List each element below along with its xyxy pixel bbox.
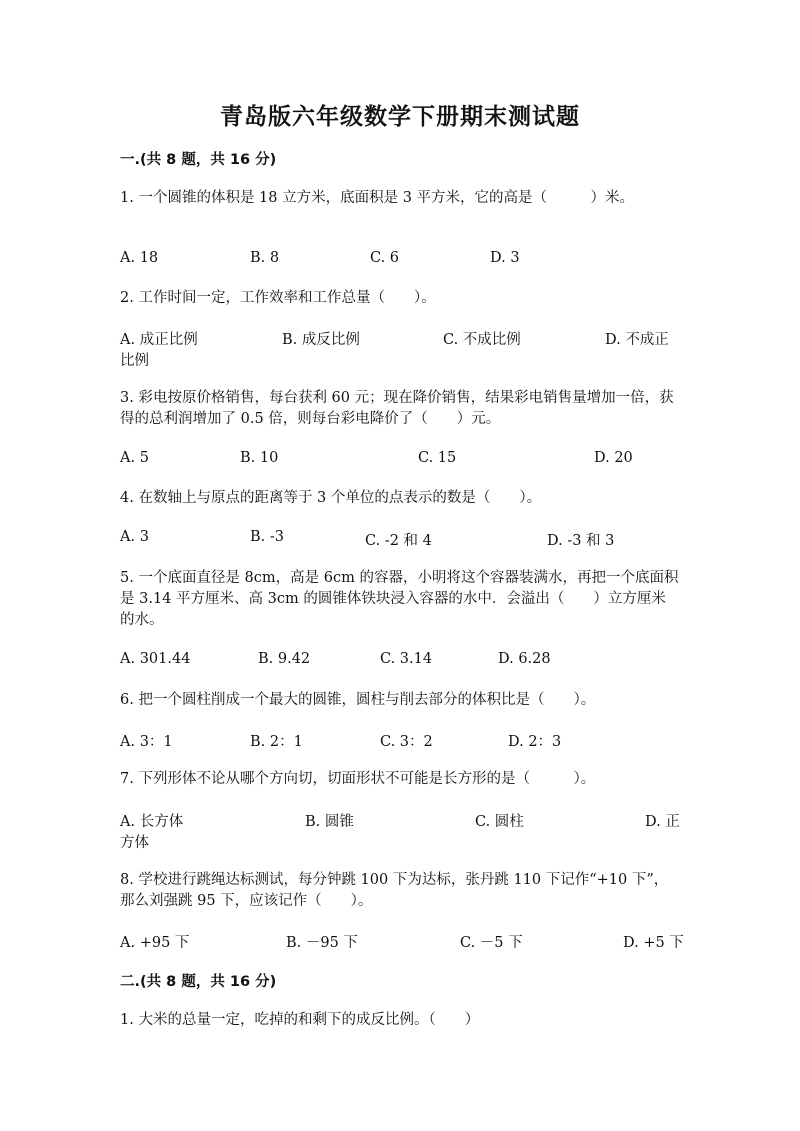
- q3-option-c: C. 15: [418, 450, 457, 466]
- q4-option-b: B. -3: [250, 529, 284, 545]
- q3-option-a: A. 5: [120, 450, 149, 466]
- q7-option-a: A. 长方体: [120, 814, 184, 830]
- q4-option-a: A. 3: [120, 529, 149, 545]
- question-3: 3. 彩电按原价格销售，每台获利 60 元；现在降价销售，结果彩电销售量增加一倍，获得的总利润增加了 0.5 倍，则每台彩电降价了（ ）元。: [120, 390, 674, 427]
- q8-option-c: C. －5 下: [460, 935, 523, 951]
- q1-option-a: A. 18: [120, 250, 159, 266]
- q8-option-d: D. +5 下: [623, 935, 684, 951]
- q3-option-b: B. 10: [240, 450, 279, 466]
- q2-option-c: C. 不成比例: [443, 332, 521, 348]
- question-7: 7. 下列形体不论从哪个方向切，切面形状不可能是长方形的是（ ）。: [120, 771, 596, 787]
- q6-option-a: A. 3：1: [120, 734, 173, 750]
- q5-option-d: D. 6.28: [498, 651, 551, 667]
- question-2: 2. 工作时间一定，工作效率和工作总量（ ）。: [120, 290, 436, 306]
- q7-option-d-continued: 方体: [120, 835, 149, 851]
- q7-option-c: C. 圆柱: [475, 814, 524, 830]
- q6-option-c: C. 3：2: [380, 734, 433, 750]
- q2-option-a: A. 成正比例: [120, 332, 198, 348]
- judgement-question-1: 1. 大米的总量一定，吃掉的和剩下的成反比例。（ ）: [120, 1012, 480, 1028]
- question-6: 6. 把一个圆柱削成一个最大的圆锥，圆柱与削去部分的体积比是（ ）。: [120, 692, 596, 708]
- q6-option-d: D. 2：3: [508, 734, 562, 750]
- q5-option-b: B. 9.42: [258, 651, 311, 667]
- page-title: 青岛版六年级数学下册期末测试题: [220, 104, 580, 130]
- section-2-header: 二.(共 8 题，共 16 分): [120, 974, 277, 990]
- question-1: 1. 一个圆锥的体积是 18 立方米，底面积是 3 平方米，它的高是（ ）米。: [120, 190, 635, 206]
- q6-option-b: B. 2：1: [250, 734, 303, 750]
- q2-option-b: B. 成反比例: [282, 332, 360, 348]
- q2-option-d-continued: 比例: [120, 353, 149, 369]
- q8-option-b: B. －95 下: [286, 935, 358, 951]
- q1-option-d: D. 3: [490, 250, 520, 266]
- q5-option-c: C. 3.14: [380, 651, 433, 667]
- q1-option-b: B. 8: [250, 250, 280, 266]
- q5-option-a: A. 301.44: [120, 651, 191, 667]
- q4-option-c: C. -2 和 4: [365, 533, 432, 549]
- section-1-header: 一.(共 8 题，共 16 分): [120, 152, 277, 168]
- q7-option-d: D. 正: [645, 814, 680, 830]
- q2-option-d: D. 不成正: [605, 332, 669, 348]
- q8-option-a: A. +95 下: [120, 935, 190, 951]
- q7-option-b: B. 圆锥: [305, 814, 354, 830]
- question-4: 4. 在数轴上与原点的距离等于 3 个单位的点表示的数是（ ）。: [120, 490, 542, 506]
- q4-option-d: D. -3 和 3: [547, 533, 615, 549]
- question-5: 5. 一个底面直径是 8cm，高是 6cm 的容器，小明将这个容器装满水，再把一个底面积是 3.14 平方厘米、高 3cm 的圆锥体铁块浸入容器的水中．会溢出（ ）立方厘米的水。: [120, 570, 679, 628]
- q3-option-d: D. 20: [594, 450, 633, 466]
- q1-option-c: C. 6: [370, 250, 400, 266]
- question-8: 8. 学校进行跳绳达标测试，每分钟跳 100 下为达标，张丹跳 110 下记作“+10 下”，那么刘强跳 95 下，应该记作（ ）。: [120, 872, 669, 909]
